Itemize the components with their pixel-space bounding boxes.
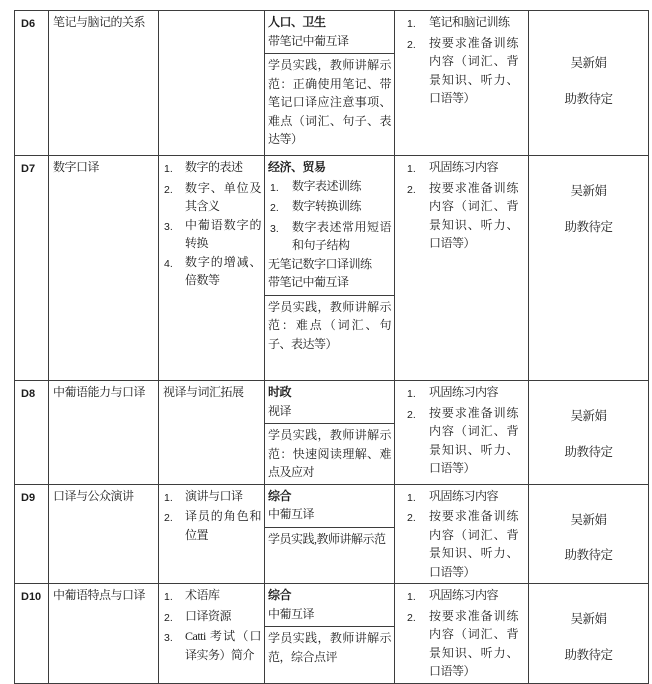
instructor-name: 吴新娟 — [570, 512, 607, 527]
instructor-name: 吴新娟 — [570, 56, 607, 70]
list-item — [162, 158, 261, 179]
topic-cell — [49, 484, 159, 584]
subtopic-text: 视译与词汇拓展 — [163, 385, 244, 399]
list-number: 1. — [407, 388, 416, 400]
list-number: 1. — [407, 163, 416, 175]
list-item-text: 术语库 — [185, 588, 220, 602]
session-code-cell — [15, 11, 49, 156]
session-code: D9 — [21, 491, 36, 504]
material-line-list — [268, 505, 391, 524]
homework-list — [405, 13, 518, 108]
text-line: 中葡互译 — [268, 606, 315, 621]
list-number: 2. — [164, 611, 173, 624]
homework-list — [405, 158, 518, 253]
materials-cell — [265, 11, 395, 156]
topic-cell — [49, 11, 159, 156]
list-number: 1. — [164, 491, 173, 504]
material-top — [265, 584, 394, 626]
list-number: 2. — [407, 38, 416, 51]
list-number: 1. — [164, 163, 173, 175]
instructors-cell — [529, 584, 649, 684]
subtopic-list — [162, 158, 261, 290]
material-line-list — [268, 32, 391, 51]
homework-cell — [395, 11, 529, 156]
subtopic-list — [162, 487, 261, 545]
list-number: 1. — [407, 591, 416, 603]
materials-cell — [265, 156, 395, 381]
assistant-name: 助教待定 — [564, 548, 613, 562]
instructors-cell — [529, 11, 649, 156]
material-line-list — [268, 605, 391, 624]
list-item — [268, 197, 391, 218]
list-item-text: 数字的表述 — [185, 160, 243, 174]
homework-list — [405, 383, 518, 478]
instructors-cell — [529, 156, 649, 381]
list-item — [162, 216, 261, 253]
topic-cell — [49, 156, 159, 381]
instructors-cell — [529, 484, 649, 584]
list-item-text: 数字、单位及其含义 — [185, 180, 261, 213]
list-item-text: 按要求准备训练内容（词汇、背景知识、听力、口语等） — [429, 180, 518, 250]
list-item — [162, 586, 261, 607]
list-item-text: 按要求准备训练内容（词汇、背景知识、听力、口语等） — [429, 405, 518, 475]
subtopics-cell — [159, 584, 265, 684]
list-item — [162, 179, 261, 216]
homework-cell — [395, 381, 529, 485]
list-number: 2. — [164, 183, 173, 196]
list-item — [268, 218, 391, 255]
material-line-list — [268, 402, 391, 421]
material-category: 时政 — [268, 385, 292, 399]
materials-wrap — [265, 485, 394, 551]
list-item — [162, 507, 261, 544]
list-item-text: 按要求准备训练内容（词汇、背景知识、听力、口语等） — [429, 509, 518, 579]
list-item-text: Catti 考试（口译实务）简介 — [185, 629, 261, 662]
materials-wrap — [265, 11, 394, 151]
material-category: 综合 — [268, 588, 292, 602]
list-item — [405, 487, 518, 508]
material-top — [265, 485, 394, 527]
instructor-name: 吴新娟 — [570, 409, 607, 423]
list-item — [162, 607, 261, 628]
material-top — [265, 11, 394, 53]
practice-note: 学员实践，教师讲解示范：正确使用笔记、带笔记口译应注意事项、难点（词汇、句子、表达等） — [265, 53, 394, 151]
list-item — [405, 404, 518, 478]
list-item-text: 巩固练习内容 — [429, 488, 499, 503]
list-item-text: 译员的角色和位置 — [185, 509, 261, 542]
session-code-cell — [15, 584, 49, 684]
materials-wrap — [265, 381, 394, 484]
list-item-text: 中葡语数字的转换 — [185, 217, 261, 250]
topic-text: 中葡语能力与口译 — [53, 385, 146, 399]
text-line: 无笔记数字口译训练 — [268, 256, 372, 271]
text-line: 中葡互译 — [268, 507, 315, 521]
session-code-cell — [15, 484, 49, 584]
session-code: D10 — [21, 591, 42, 603]
list-number: 2. — [407, 611, 416, 624]
subtopics-cell — [159, 156, 265, 381]
instructor-name: 吴新娟 — [570, 184, 607, 198]
list-item-text: 按要求准备训练内容（词汇、背景知识、听力、口语等） — [429, 608, 518, 678]
session-code: D8 — [21, 388, 36, 400]
practice-note: 学员实践，教师讲解示范：快速阅读理解、难点及应对 — [265, 423, 394, 484]
list-number: 3. — [164, 220, 173, 233]
instructor-name: 吴新娟 — [570, 612, 607, 626]
list-item — [405, 586, 518, 607]
list-item — [405, 383, 518, 404]
instructors-cell — [529, 381, 649, 485]
table-row — [15, 484, 649, 584]
topic-text: 口译与公众演讲 — [53, 488, 134, 503]
topic-text: 笔记与脑记的关系 — [53, 15, 146, 29]
topic-text: 数字口译 — [53, 160, 100, 174]
list-number: 2. — [407, 183, 416, 196]
list-item — [405, 158, 518, 179]
material-category: 经济、贸易 — [268, 160, 326, 174]
list-number: 1. — [407, 18, 416, 30]
list-item-text: 数字表述训练 — [292, 178, 362, 193]
text-line: 视译 — [268, 403, 292, 418]
list-item — [405, 607, 518, 681]
material-category: 人口、卫生 — [268, 15, 326, 29]
practice-note: 学员实践，教师讲解示范：难点（词汇、句子、表达等） — [265, 295, 394, 356]
assistant-name: 助教待定 — [564, 444, 613, 459]
list-item-text: 演讲与口译 — [185, 488, 243, 503]
text-line: 带笔记中葡互译 — [268, 33, 349, 48]
homework-cell — [395, 156, 529, 381]
list-item-text: 按要求准备训练内容（词汇、背景知识、听力、口语等） — [429, 35, 518, 105]
table-row — [15, 156, 649, 381]
list-item-text: 口译资源 — [185, 608, 232, 623]
text-line: 带笔记中葡互译 — [268, 275, 349, 289]
subtopics-cell — [159, 11, 265, 156]
subtopics-cell — [159, 484, 265, 584]
material-category: 综合 — [268, 488, 292, 503]
materials-wrap — [265, 156, 394, 355]
list-number: 2. — [164, 512, 173, 524]
list-number: 4. — [164, 257, 173, 270]
topic-text: 中葡语特点与口译 — [53, 588, 146, 602]
assistant-name: 助教待定 — [564, 219, 613, 234]
list-number: 1. — [270, 181, 279, 194]
table-row — [15, 584, 649, 684]
list-item — [162, 487, 261, 508]
homework-list — [405, 586, 518, 681]
list-item-text: 巩固练习内容 — [429, 588, 499, 602]
list-item-text: 笔记和脑记训练 — [429, 15, 510, 29]
assistant-name: 助教待定 — [564, 91, 613, 106]
course-schedule-table — [14, 10, 649, 684]
list-number: 3. — [270, 222, 279, 235]
practice-note: 学员实践，教师讲解示范，综合点评 — [265, 626, 394, 668]
topic-cell — [49, 584, 159, 684]
table-row — [15, 381, 649, 485]
list-number: 2. — [407, 408, 416, 421]
list-item — [405, 13, 518, 34]
list-item-text: 数字的增减、倍数等 — [185, 254, 261, 287]
material-item-list — [268, 177, 391, 255]
list-number: 2. — [407, 512, 416, 524]
materials-cell — [265, 381, 395, 485]
list-number: 1. — [164, 591, 173, 603]
subtopics-cell — [159, 381, 265, 485]
list-item — [268, 177, 391, 198]
list-item — [405, 507, 518, 581]
materials-cell — [265, 484, 395, 584]
session-code: D7 — [21, 163, 36, 175]
session-code-cell — [15, 156, 49, 381]
material-top — [265, 381, 394, 423]
table-row — [15, 11, 649, 156]
assistant-name: 助教待定 — [564, 647, 613, 662]
list-item — [162, 627, 261, 664]
list-item — [405, 179, 518, 253]
material-top — [265, 156, 394, 295]
list-item — [162, 253, 261, 290]
list-number: 1. — [407, 491, 416, 504]
session-code: D6 — [21, 18, 36, 30]
homework-cell — [395, 584, 529, 684]
materials-cell — [265, 584, 395, 684]
homework-list — [405, 487, 518, 582]
list-item-text: 数字转换训练 — [292, 199, 362, 213]
topic-cell — [49, 381, 159, 485]
session-code-cell — [15, 381, 49, 485]
list-number: 3. — [164, 632, 173, 644]
list-item-text: 巩固练习内容 — [429, 385, 499, 399]
list-item — [405, 34, 518, 108]
subtopic-list — [162, 586, 261, 664]
material-line-list — [268, 255, 391, 292]
list-item-text: 巩固练习内容 — [429, 160, 499, 174]
list-number: 2. — [270, 202, 279, 214]
practice-note: 学员实践,教师讲解示范 — [265, 527, 394, 551]
materials-wrap — [265, 584, 394, 668]
homework-cell — [395, 484, 529, 584]
list-item-text: 数字表述常用短语和句子结构 — [292, 219, 391, 252]
